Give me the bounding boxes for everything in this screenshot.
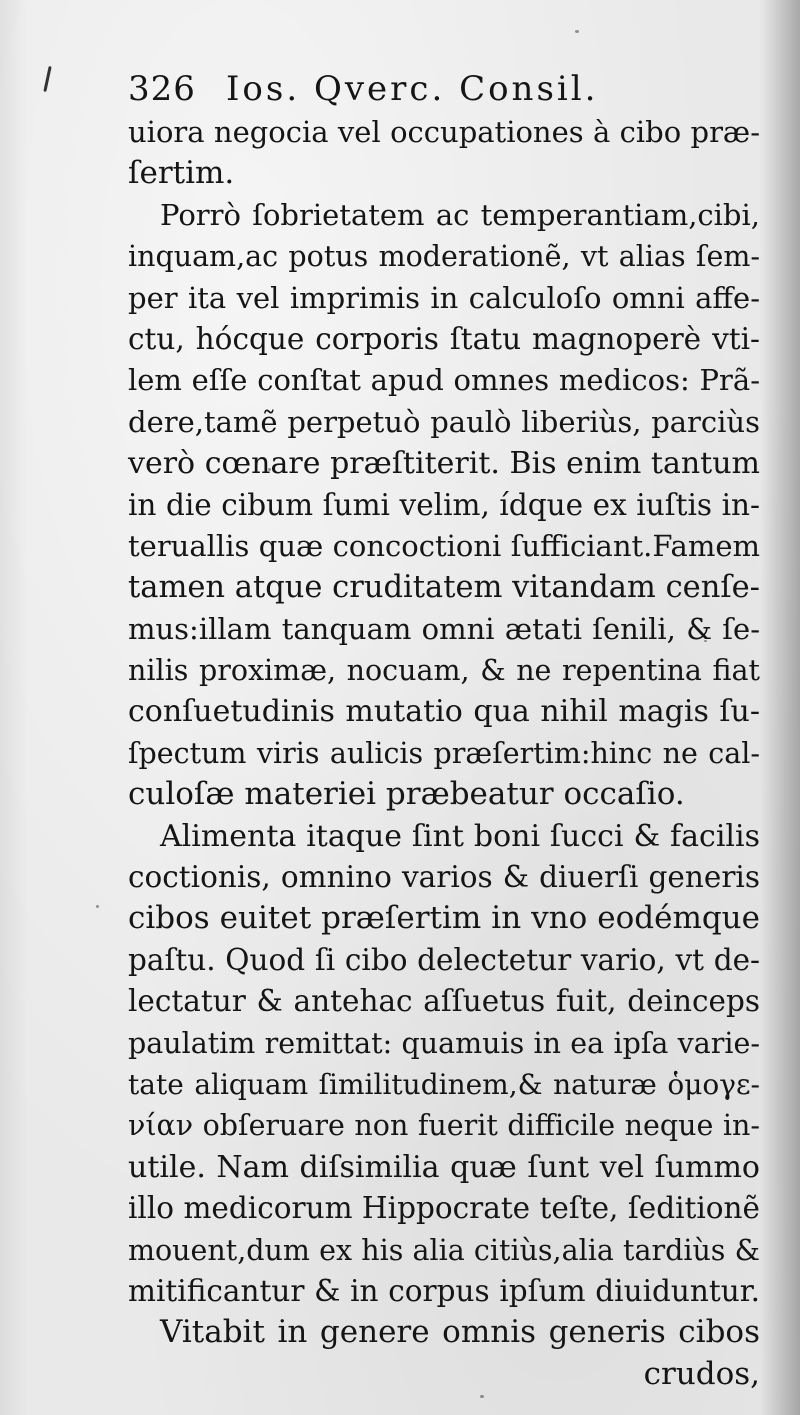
text-line: mitificantur & in corpus ipſum diuiduntur. [128,1273,760,1308]
text-line: cibos euitet præſertim in vno eodémque [128,900,760,937]
text-line: tate aliquam ſimilitudinem,& naturæ ὁμογε- [128,1067,760,1101]
text-line: illo medicorum Hippocrate teſte, ſeditionẽ [128,1191,761,1226]
text-line: paſtu. Quod ſi cibo delectetur vario, vt de- [128,942,760,977]
text-line: ſertim. [128,155,235,192]
page-number: 326 [128,69,196,109]
text-line: Alimenta itaque ſint boni ſucci & facilis [160,818,760,854]
margin-ink-mark [43,66,51,92]
text-line: paulatim remittat: quamuis in ea ipſa varie- [128,1026,760,1060]
text-line: nilis proximæ, nocuam, & ne repentina fiat [128,654,760,688]
text-line: tamen atque cruditatem vitandam cenſe- [128,570,760,606]
text-line: in die cibum ſumi velim, ídque ex iuſtis in- [128,487,760,522]
text-line: verò cœnare præſtiterit. Bis enim tantum [128,446,760,482]
body-text [128,112,760,1395]
text-line: culoſæ materiei præbeatur occaſio. [128,776,685,813]
text-line: coctionis, omnino varios & diuerſi generis [128,860,760,895]
text-line: ctu, hócque corporis ſtatu magnoperè vti- [128,321,760,356]
text-line: crudos, [643,1355,760,1392]
paper-speck [480,1395,484,1398]
text-line: conſuetudinis mutatio qua nihil magis ſu- [128,694,760,730]
paper-speck [96,905,99,908]
text-line: utile. Nam diſsimilia quæ ſunt vel ſummo [128,1149,760,1185]
text-line: ſpectum viris aulicis præſertim:hinc ne cal- [128,736,760,770]
text-line: teruallis quæ concoctioni ſufficiant.Famem [128,528,760,563]
text-line: mouent,dum ex his alia citiùs,alia tardiùs & [128,1233,760,1267]
text-line: per ita vel imprimis in calculoſo omni affe- [128,280,760,315]
page-edge-shadow-left [0,0,28,1415]
paper-speck [575,30,579,33]
text-line: Porrò ſobrietatem ac temperantiam,cibi, [160,197,760,232]
text-line: νίαν obſeruare non fuerit difficile neque in- [128,1109,760,1143]
text-line: mus:illam tanquam omni ætati ſenili, & ſe- [128,611,760,646]
text-line: Vitabit in genere omnis generis cibos [160,1314,760,1351]
page-edge-shadow-right [760,0,800,1415]
running-title: Ios. Qverc. Consil. [226,69,599,109]
text-line: dere,tamẽ perpetuò paulò liberiùs, parciùs [128,404,760,439]
running-header [128,66,768,112]
text-line: lectatur & antehac aſſuetus fuit, deinceps [128,984,760,1019]
text-line: lem eſſe conſtat apud omnes medicos: Prã- [128,363,760,398]
text-line: uiora negocia vel occupationes à cibo præ- [128,115,760,149]
text-line: inquam,ac potus moderationẽ, vt alias ſem- [128,240,760,274]
